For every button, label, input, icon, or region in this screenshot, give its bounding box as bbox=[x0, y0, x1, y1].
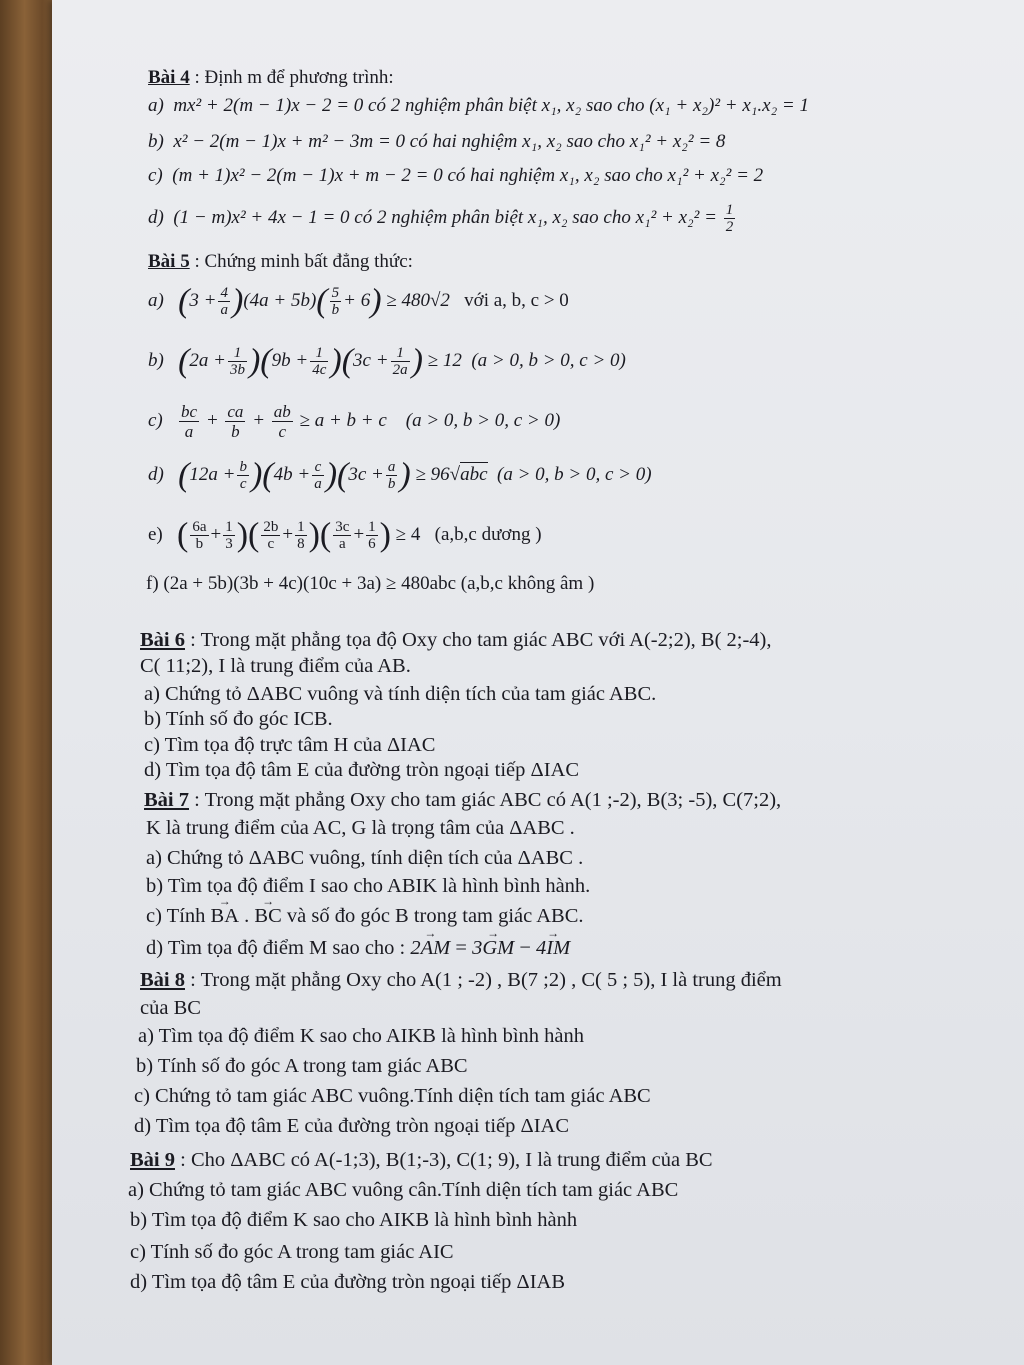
bai9-item-d: d) Tìm tọa độ tâm E của đường tròn ngoại tiếp ΔIAB bbox=[130, 1271, 565, 1293]
bai4-heading bbox=[148, 66, 394, 90]
item-label: d) bbox=[148, 464, 164, 485]
bai9-item-b: b) Tìm tọa độ điểm K sao cho AIKB là hình bình hành bbox=[130, 1209, 578, 1231]
bai7-intro: : Trong mặt phẳng Oxy cho tam giác ABC có A(1 ;-2), B(3; -5), C(7;2), bbox=[189, 789, 782, 811]
bai7-intro-2: K là trung điểm của AC, G là trọng tâm của ΔABC . bbox=[146, 817, 575, 839]
vector-2am: → 2AM bbox=[410, 936, 450, 960]
bai4-item-d bbox=[148, 202, 737, 235]
bai7-item-a: a) Chứng tỏ ΔABC vuông, tính diện tích của ΔABC . bbox=[146, 847, 584, 869]
item-label: c) bbox=[148, 409, 163, 431]
item-text: x² − 2(m − 1)x + m² − 3m = 0 có hai nghiệm x₁, x₂ sao cho x₁² + x₂² = 8 bbox=[173, 131, 726, 152]
bai6-heading bbox=[140, 628, 772, 652]
bai5-title: Bài 5 bbox=[148, 251, 190, 272]
item-label: c) bbox=[148, 165, 163, 186]
item-label: d) bbox=[148, 206, 164, 228]
bai4-intro: : Định m để phương trình: bbox=[189, 67, 394, 88]
bai7-item-c: c) Tính → BA . → BC và số đo góc B trong tam giác ABC. bbox=[146, 904, 584, 928]
item-label: e) bbox=[148, 524, 163, 545]
vector-ba: → BA bbox=[211, 904, 239, 928]
bai6-title: Bài 6 bbox=[140, 629, 185, 651]
bai7-item-b: b) Tìm tọa độ điểm I sao cho ABIK là hình bình hành. bbox=[146, 875, 591, 897]
bai6-intro-2: C( 11;2), I là trung điểm của AB. bbox=[140, 655, 411, 677]
bai8-item-c: c) Chứng tỏ tam giác ABC vuông.Tính diện tích tam giác ABC bbox=[134, 1085, 651, 1107]
fraction: $\frac{1}{2}$ bbox=[725, 202, 734, 235]
bai5-heading bbox=[148, 250, 413, 274]
item-text: (1 − m)x² + 4x − 1 = 0 có 2 nghiệm phân biệt x₁, x₂ sao cho x₁² + x₂² = bbox=[173, 206, 717, 228]
bai4-item-a bbox=[148, 94, 809, 118]
vector-3gm: → 3GM bbox=[472, 936, 514, 960]
bai8-intro: : Trong mặt phẳng Oxy cho A(1 ; -2) , B(7 ;2) , C( 5 ; 5), I là trung điểm bbox=[185, 969, 782, 991]
bai9-item-c: c) Tính số đo góc A trong tam giác AIC bbox=[130, 1241, 454, 1263]
bai8-title: Bài 8 bbox=[140, 969, 185, 991]
bai5-item-e: e) ( $\frac{6a}{b}$ + $\frac{1}{3}$ )( $\frac{2b}{c}$ + $\frac{1}{8}$ )( $\frac{3c}{a}$ + $\frac{1}{6}$ ) ≥ 4 (a,b,c dương ) bbox=[148, 516, 542, 554]
bai5-intro: : Chứng minh bất đẳng thức: bbox=[189, 251, 413, 272]
item-label: a) bbox=[148, 290, 164, 311]
bai7-title: Bài 7 bbox=[144, 789, 189, 811]
bai7-item-d: d) Tìm tọa độ điểm M sao cho : → 2AM = → 3GM − → 4IM bbox=[146, 936, 570, 960]
bai4-item-c bbox=[148, 164, 763, 188]
bai5-item-b: b) (2a + $\frac{1}{3b}$ )(9b + $\frac{1}{4c}$ )(3c + $\frac{1}{2a}$ ) ≥ 12 (a > 0, b > 0, c > 0) bbox=[148, 342, 626, 380]
bai7-heading bbox=[144, 788, 781, 812]
bai6-intro: : Trong mặt phẳng tọa độ Oxy cho tam giác ABC với A(-2;2), B( 2;-4), bbox=[185, 629, 772, 651]
bai9-heading bbox=[130, 1148, 713, 1172]
bai4-item-b bbox=[148, 130, 725, 154]
bai9-title: Bài 9 bbox=[130, 1149, 175, 1171]
bai6-item-d: d) Tìm tọa độ tâm E của đường tròn ngoại tiếp ΔIAC bbox=[144, 759, 579, 781]
bai8-item-a: a) Tìm tọa độ điểm K sao cho AIKB là hình bình hành bbox=[138, 1025, 584, 1047]
item-label: b) bbox=[148, 131, 164, 152]
bai8-item-b: b) Tính số đo góc A trong tam giác ABC bbox=[136, 1055, 468, 1077]
item-text: (m + 1)x² − 2(m − 1)x + m − 2 = 0 có hai nghiệm x₁, x₂ sao cho x₁² + x₂² = 2 bbox=[172, 165, 764, 186]
item-label: b) bbox=[148, 350, 164, 371]
bai4-title: Bài 4 bbox=[148, 67, 190, 88]
bai8-heading bbox=[140, 968, 782, 992]
bai5-item-d: d) (12a + $\frac{b}{c}$ )(4b + $\frac{c}{a}$ )(3c + $\frac{a}{b}$ ) ≥ 96√abc (a > 0, b > 0, c > 0) bbox=[148, 456, 652, 494]
bai9-item-a: a) Chứng tỏ tam giác ABC vuông cân.Tính diện tích tam giác ABC bbox=[128, 1179, 679, 1201]
bai6-item-c: c) Tìm tọa độ trực tâm H của ΔIAC bbox=[144, 734, 436, 756]
bai5-item-a: a) (3 + $\frac{4}{a}$ )(4a + 5b)( $\frac{5}{b}$ + 6) ≥ 480√2 với a, b, c > 0 bbox=[148, 282, 569, 320]
bai8-intro-2: của BC bbox=[140, 997, 201, 1019]
bai5-item-f bbox=[146, 572, 594, 596]
bai6-item-a: a) Chứng tỏ ΔABC vuông và tính diện tích của tam giác ABC. bbox=[144, 683, 657, 705]
bai6-item-b: b) Tính số đo góc ICB. bbox=[144, 708, 333, 730]
vector-bc: → BC bbox=[254, 904, 281, 928]
item-text: f) (2a + 5b)(3b + 4c)(10c + 3a) ≥ 480abc (a,b,c không âm ) bbox=[146, 573, 595, 594]
bai9-intro: : Cho ΔABC có A(-1;3), B(1;-3), C(1; 9), I là trung điểm của BC bbox=[175, 1149, 713, 1171]
bai5-item-c: c) $\frac{bc}{a}$ + $\frac{ca}{b}$ + $\frac{ab}{c}$ ≥ a + b + c (a > 0, b > 0, c > 0) bbox=[148, 402, 561, 441]
worksheet-paper bbox=[52, 0, 1024, 1365]
item-label: a) bbox=[148, 95, 164, 116]
bai8-item-d: d) Tìm tọa độ tâm E của đường tròn ngoại tiếp ΔIAC bbox=[134, 1115, 569, 1137]
vector-4im: → 4IM bbox=[536, 936, 570, 960]
item-text: mx² + 2(m − 1)x − 2 = 0 có 2 nghiệm phân biệt x₁, x₂ sao cho (x₁ + x₂)² + x₁.x₂ = 1 bbox=[173, 95, 810, 116]
